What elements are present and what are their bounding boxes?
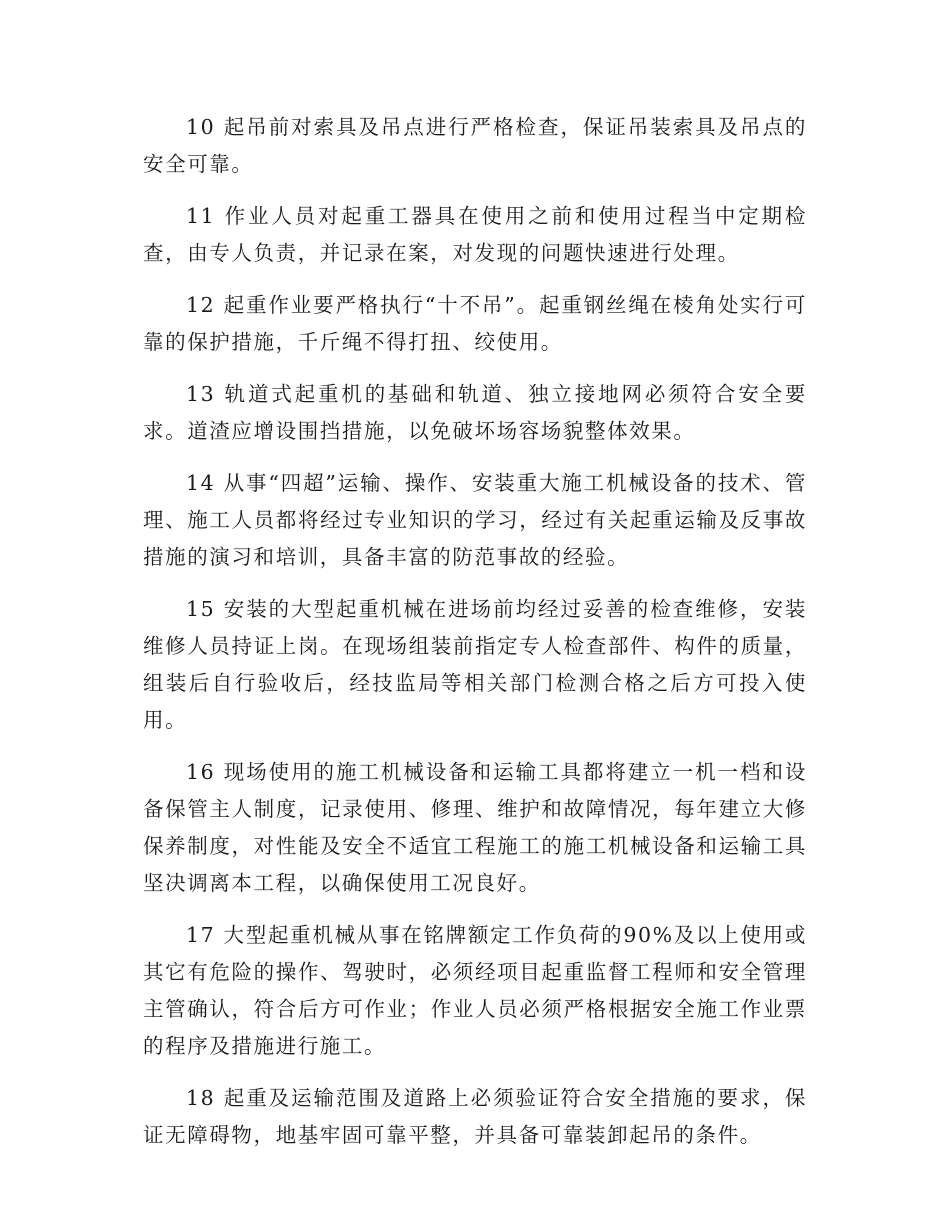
paragraph-15: 15 安装的大型起重机械在进场前均经过妥善的检查维修，安装维修人员持证上岗。在现场组装前指定专人检查部件、构件的质量，组装后自行验收后，经技监局等相关部门检测合格之后方可投入使用。 [143,597,807,732]
paragraph-10: 10 起吊前对索具及吊点进行严格检查，保证吊装索具及吊点的安全可靠。 [143,115,807,176]
paragraph-17: 17 大型起重机械从事在铭牌额定工作负荷的90%及以上使用或其它有危险的操作、驾驶时，必须经项目起重监督工程师和安全管理主管确认，符合后方可作业；作业人员必须严格根据安全施工作业票的程序及措施进行施工。 [143,923,807,1058]
document-body [143,109,807,1154]
paragraph-12: 12 起重作业要严格执行“十不吊”。起重钢丝绳在棱角处实行可靠的保护措施，千斤绳不得打扭、绞使用。 [143,293,807,354]
paragraph-16: 16 现场使用的施工机械设备和运输工具都将建立一机一档和设备保管主人制度，记录使用、修理、维护和故障情况，每年建立大修保养制度，对性能及安全不适宜工程施工的施工机械设备和运输工具坚决调离本工程，以确保使用工况良好。 [143,760,807,895]
paragraph-11: 11 作业人员对起重工器具在使用之前和使用过程当中定期检查，由专人负责，并记录在案，对发现的问题快速进行处理。 [143,204,807,265]
paragraph-18: 18 起重及运输范围及道路上必须验证符合安全措施的要求，保证无障碍物，地基牢固可靠平整，并具备可靠装卸起吊的条件。 [143,1086,807,1147]
paragraph-13: 13 轨道式起重机的基础和轨道、独立接地网必须符合安全要求。道渣应增设围挡措施，以免破坏场容场貌整体效果。 [143,382,807,443]
paragraph-14: 14 从事“四超”运输、操作、安装重大施工机械设备的技术、管理、施工人员都将经过专业知识的学习，经过有关起重运输及反事故措施的演习和培训，具备丰富的防范事故的经验。 [143,471,807,569]
